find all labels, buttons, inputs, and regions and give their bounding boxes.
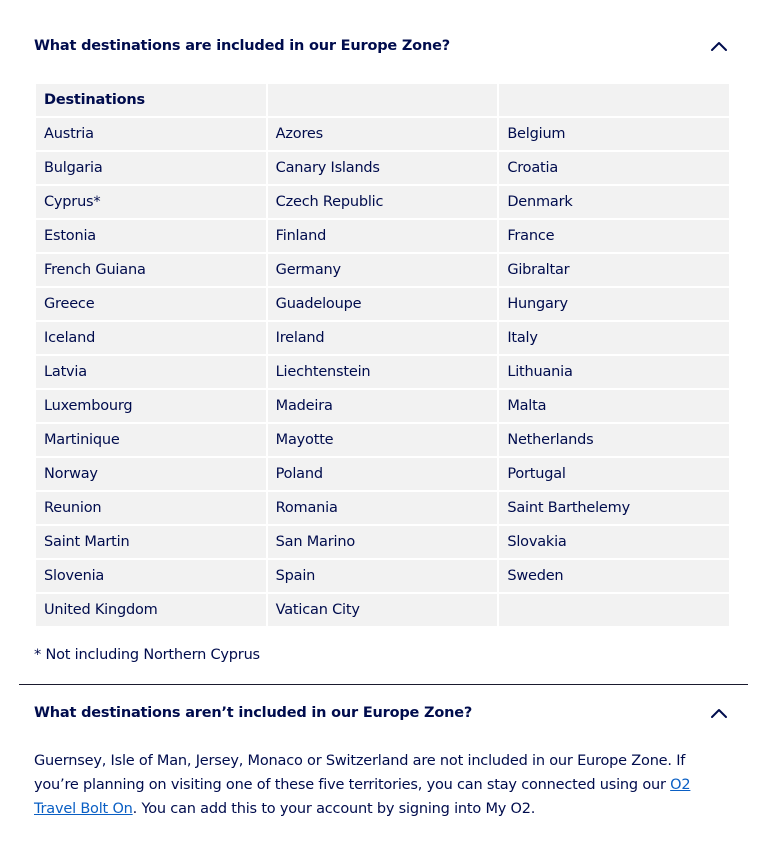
- table-row: [36, 220, 729, 252]
- europe-zone-question: What destinations are included in our Europe Zone?: [34, 38, 450, 54]
- destination-cell: Netherlands: [499, 424, 729, 456]
- destination-cell: Slovakia: [499, 526, 729, 558]
- table-row: [36, 322, 729, 354]
- table-row: [36, 560, 729, 592]
- destination-cell: Belgium: [499, 118, 729, 150]
- destination-cell: Luxembourg: [36, 390, 266, 422]
- europe-zone-accordion-header[interactable]: [34, 32, 729, 60]
- destination-cell: Romania: [268, 492, 498, 524]
- destination-cell: France: [499, 220, 729, 252]
- destination-cell: Canary Islands: [268, 152, 498, 184]
- destination-cell: Liechtenstein: [268, 356, 498, 388]
- destination-cell: Spain: [268, 560, 498, 592]
- table-row: [36, 254, 729, 286]
- chevron-up-icon[interactable]: [709, 703, 729, 723]
- destination-cell: Cyprus*: [36, 186, 266, 218]
- destination-cell: United Kingdom: [36, 594, 266, 626]
- description-text: Guernsey, Isle of Man, Jersey, Monaco or Switzerland are not included in our Europe Zone. If you’re planning on visiting one of these five territories, you can stay connected using our: [34, 753, 686, 793]
- destination-cell: Saint Barthelemy: [499, 492, 729, 524]
- destination-cell: Hungary: [499, 288, 729, 320]
- table-row: [36, 492, 729, 524]
- table-row: [36, 118, 729, 150]
- table-row: [36, 526, 729, 558]
- destination-cell: Slovenia: [36, 560, 266, 592]
- destination-cell: Poland: [268, 458, 498, 490]
- table-row: [36, 390, 729, 422]
- destinations-header-cell: [499, 84, 729, 116]
- destination-cell: Iceland: [36, 322, 266, 354]
- destination-cell: Sweden: [499, 560, 729, 592]
- destination-cell: Mayotte: [268, 424, 498, 456]
- destinations-table: [34, 82, 731, 628]
- destination-cell: Guadeloupe: [268, 288, 498, 320]
- destination-cell: Denmark: [499, 186, 729, 218]
- destination-cell: Lithuania: [499, 356, 729, 388]
- destination-cell: Estonia: [36, 220, 266, 252]
- destinations-table-header: [36, 84, 729, 116]
- destination-cell: Ireland: [268, 322, 498, 354]
- destination-cell: Saint Martin: [36, 526, 266, 558]
- table-row: [36, 186, 729, 218]
- destination-cell: French Guiana: [36, 254, 266, 286]
- destination-cell: Martinique: [36, 424, 266, 456]
- table-row: [36, 458, 729, 490]
- destination-cell: Madeira: [268, 390, 498, 422]
- destination-cell: Malta: [499, 390, 729, 422]
- table-row: [36, 288, 729, 320]
- not-included-accordion-header[interactable]: [34, 699, 729, 727]
- destination-cell: Italy: [499, 322, 729, 354]
- destination-cell: [499, 594, 729, 626]
- destination-cell: Norway: [36, 458, 266, 490]
- destination-cell: Finland: [268, 220, 498, 252]
- destination-cell: Vatican City: [268, 594, 498, 626]
- table-row: [36, 356, 729, 388]
- destination-cell: San Marino: [268, 526, 498, 558]
- destination-cell: Gibraltar: [499, 254, 729, 286]
- destination-cell: Latvia: [36, 356, 266, 388]
- destination-cell: Germany: [268, 254, 498, 286]
- destination-cell: Bulgaria: [36, 152, 266, 184]
- table-row: [36, 594, 729, 626]
- o2-travel-bolt-on-link[interactable]: O2 Travel Bolt On: [34, 777, 691, 817]
- destination-cell: Austria: [36, 118, 266, 150]
- table-row: [36, 152, 729, 184]
- description-text-end: . You can add this to your account by signing into My O2.: [132, 801, 536, 817]
- not-included-description: [34, 749, 734, 821]
- not-included-question: What destinations aren’t included in our Europe Zone?: [34, 705, 473, 721]
- destination-cell: Croatia: [499, 152, 729, 184]
- footnote: * Not including Northern Cyprus: [34, 647, 260, 663]
- chevron-up-icon[interactable]: [709, 36, 729, 56]
- destination-cell: Czech Republic: [268, 186, 498, 218]
- destination-cell: Greece: [36, 288, 266, 320]
- destination-cell: Reunion: [36, 492, 266, 524]
- table-row: [36, 424, 729, 456]
- not-included-accordion: [19, 685, 748, 853]
- europe-zone-accordion: [19, 0, 748, 685]
- destinations-header-cell: [268, 84, 498, 116]
- destinations-header-cell: Destinations: [36, 84, 266, 116]
- destination-cell: Portugal: [499, 458, 729, 490]
- destination-cell: Azores: [268, 118, 498, 150]
